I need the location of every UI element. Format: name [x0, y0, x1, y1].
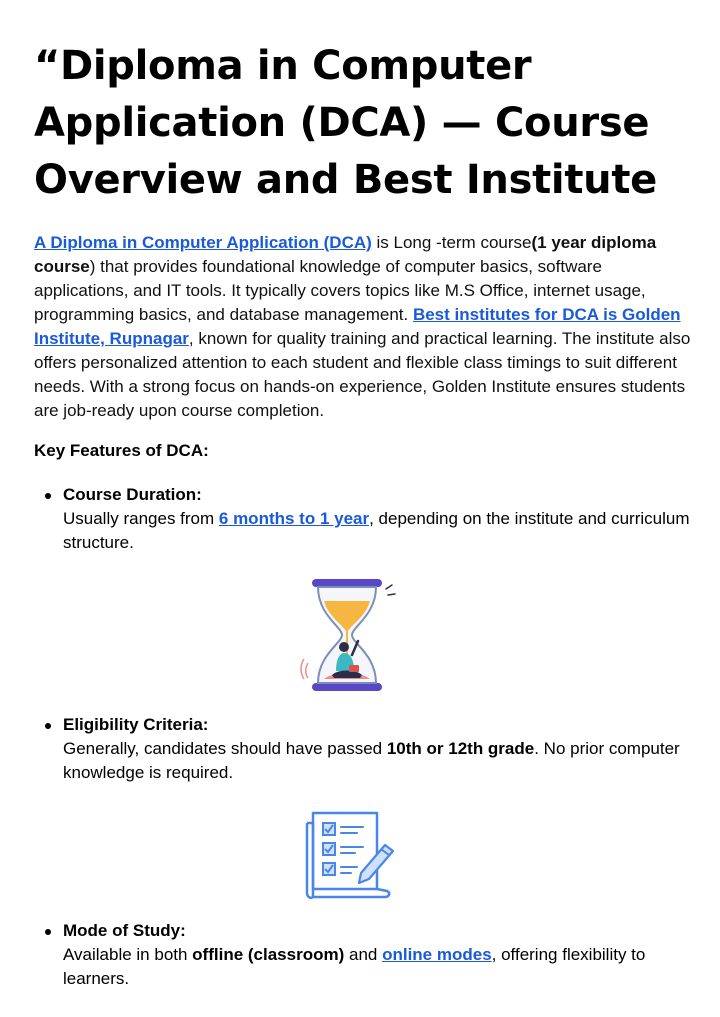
feature-description: Available in both offline (classroom) and online modes, offering flexibility to learners. — [63, 945, 646, 988]
bullet-icon — [45, 723, 51, 729]
feature-eligibility — [34, 713, 694, 785]
offline-bold: offline (classroom) — [192, 945, 345, 964]
intro-text-3: , known for quality training and practical learning. The institute also offers personalized attention to each student and flexible class timings to suit different needs. With a strong focus on hands-on experience, Golden Institute ensures students are job-ready upon course completion. — [34, 329, 691, 420]
feature-title: Course Duration: — [63, 485, 202, 504]
hourglass-icon — [294, 575, 404, 695]
best-institute-link[interactable]: Best institutes for DCA is Golden Institute, Rupnagar — [34, 305, 681, 348]
document-page — [34, 38, 694, 991]
checklist-illustration — [4, 807, 694, 903]
feature-description: Usually ranges from 6 months to 1 year, depending on the institute and curriculum structure. — [63, 509, 690, 552]
feature-course-duration — [34, 483, 694, 555]
online-modes-link[interactable]: online modes — [382, 945, 492, 964]
dca-link[interactable]: A Diploma in Computer Application (DCA) — [34, 233, 372, 252]
intro-text-2: ) that provides foundational knowledge of computer basics, software applications, and IT tools. It typically covers topics like M.S Office, internet usage, programming basics, and database management. — [34, 257, 646, 324]
hourglass-illustration — [4, 575, 694, 695]
page-title: “Diploma in Computer Application (DCA) — Course Overview and Best Institute — [34, 43, 657, 203]
intro-bold-duration: (1 year diploma course — [34, 233, 657, 276]
feature-title: Mode of Study: — [63, 921, 186, 940]
intro-paragraph — [34, 231, 694, 423]
feature-description: Generally, candidates should have passed 10th or 12th grade. No prior computer knowledge is required. — [63, 739, 680, 782]
bullet-icon — [45, 493, 51, 499]
checklist-icon — [299, 807, 399, 903]
duration-link[interactable]: 6 months to 1 year — [218, 509, 370, 528]
feature-title: Eligibility Criteria: — [63, 715, 209, 734]
key-features-heading: Key Features of DCA: — [34, 441, 209, 460]
feature-mode-of-study — [34, 919, 694, 991]
bullet-icon — [45, 929, 51, 935]
intro-text-1: is Long -term course — [371, 233, 532, 252]
grade-bold: 10th or 12th grade — [386, 739, 535, 758]
